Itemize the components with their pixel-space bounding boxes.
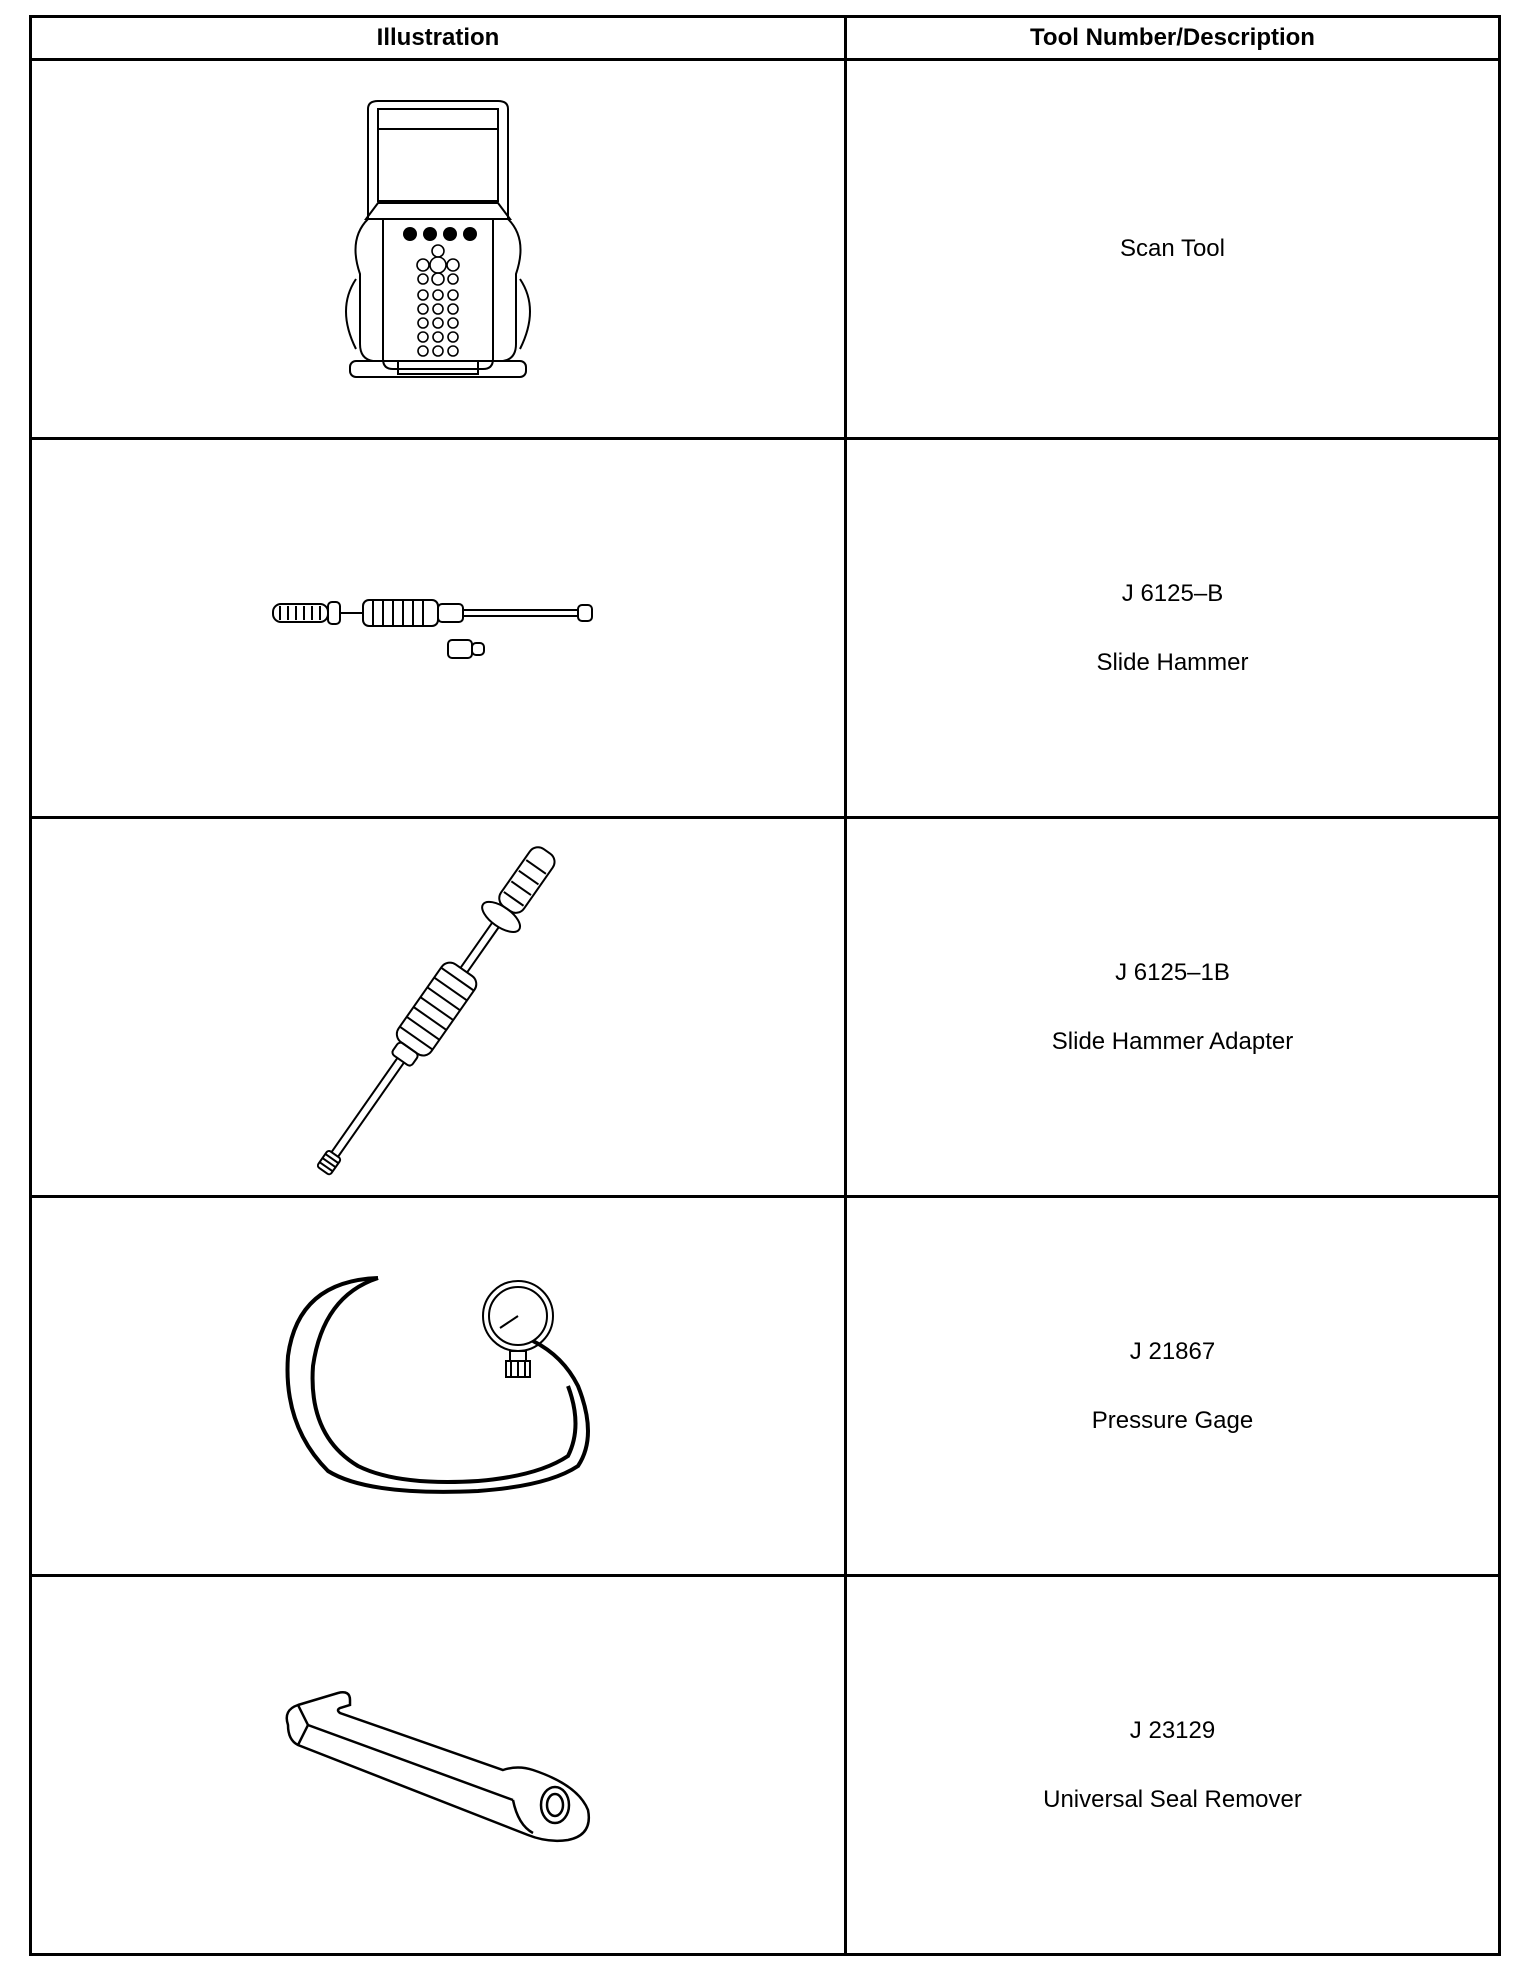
tool-name: Universal Seal Remover [1043,1785,1302,1813]
special-tools-table [29,15,1501,1956]
tool-name: Scan Tool [1120,235,1225,262]
tool-description-header: Tool Number/Description [846,17,1500,60]
table-row [31,60,1500,439]
tool-number: J 6125–1B [1115,958,1230,986]
slide-hammer-adapter-icon [278,837,598,1177]
illustration-cell [31,439,846,818]
table-row [31,1197,1500,1576]
tool-description-cell [846,1576,1500,1955]
tool-number: J 6125–B [1121,579,1224,607]
illustration-cell [31,1576,846,1955]
table-row [31,1576,1500,1955]
illustration-cell [31,1197,846,1576]
tool-name: Pressure Gage [1091,1406,1254,1434]
tool-description-cell [846,60,1500,439]
tool-number: J 23129 [1129,1716,1216,1744]
slide-hammer-icon [268,588,608,668]
tool-name: Slide Hammer [1096,648,1249,676]
tool-description-cell [846,1197,1500,1576]
scan-tool-icon [338,99,538,399]
illustration-header: Illustration [31,17,846,60]
universal-seal-remover-icon [278,1675,598,1855]
tool-description-cell [846,439,1500,818]
tool-name: Slide Hammer Adapter [1051,1027,1294,1055]
pressure-gage-icon [278,1266,598,1506]
illustration-cell [31,818,846,1197]
table-row [31,818,1500,1197]
illustration-cell [31,60,846,439]
table-row [31,439,1500,818]
table-header-row [31,17,1500,60]
tool-description-cell [846,818,1500,1197]
tool-number: J 21867 [1129,1337,1216,1365]
